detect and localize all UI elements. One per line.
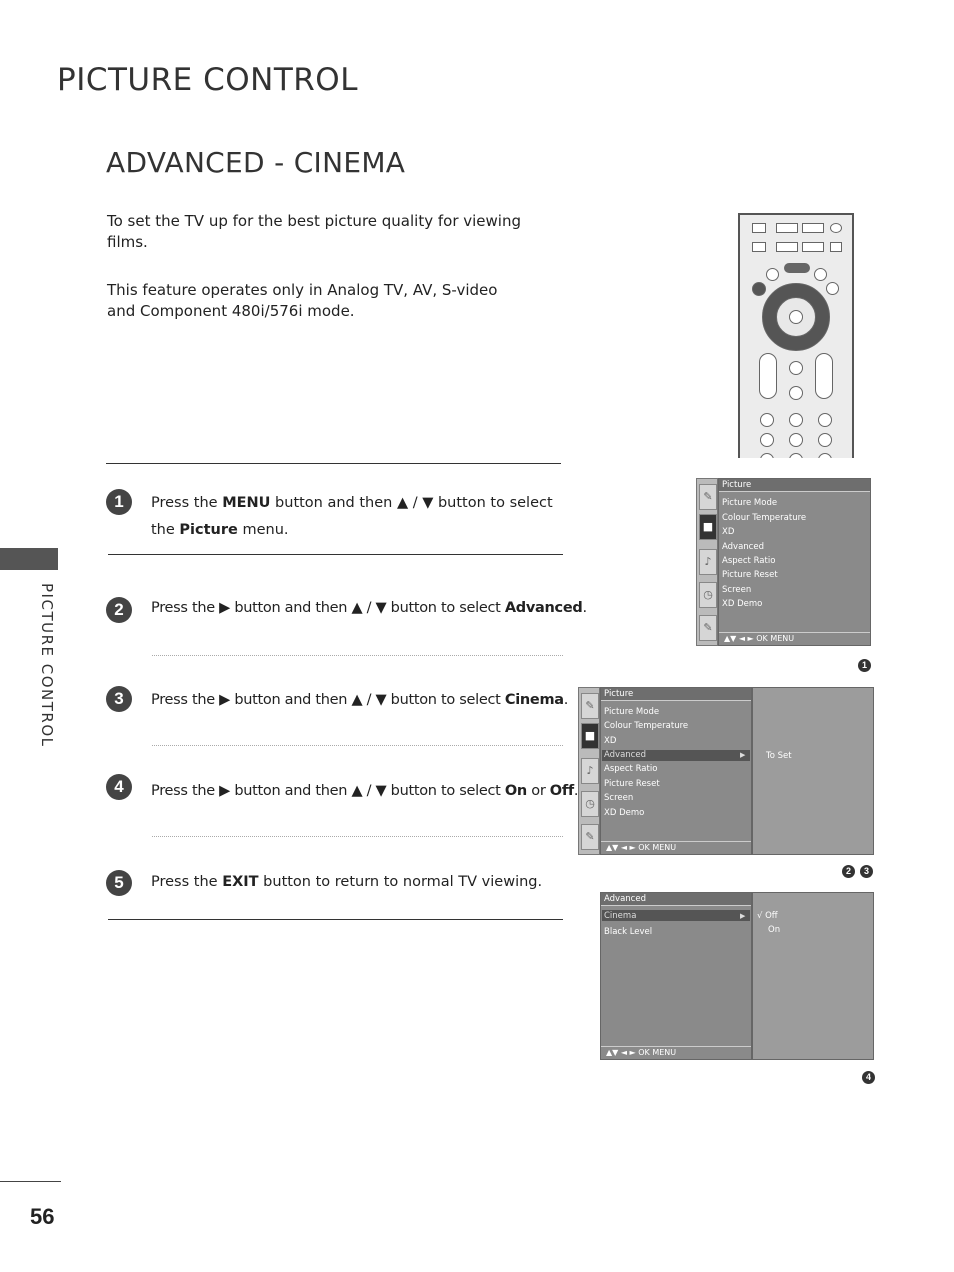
menu-item: Colour Temperature	[604, 721, 689, 731]
picture-icon: ■	[699, 514, 717, 540]
time-icon: ◷	[581, 791, 599, 817]
osd-menu-list	[718, 478, 871, 646]
time-icon: ◷	[699, 582, 717, 608]
steps-top-rule	[106, 463, 561, 464]
section-title: ADVANCED - CINEMA	[106, 146, 406, 179]
option-on: On	[768, 925, 781, 935]
osd-advanced-select	[578, 687, 874, 855]
page-title: PICTURE CONTROL	[57, 62, 358, 98]
osd-menu-list	[600, 687, 752, 855]
advanced-label: Advanced	[504, 600, 583, 616]
fast-forward-icon	[802, 242, 824, 252]
volume-rocker-icon	[759, 353, 777, 399]
osd-2-badge: 2	[842, 865, 855, 878]
osd-menu-header: Picture	[719, 479, 870, 492]
picture-icon: ■	[581, 723, 599, 749]
menu-item: XD	[722, 527, 735, 537]
osd-menu-footer: ▲▼ ◄ ► OK MENU	[719, 632, 870, 645]
menu-item: Screen	[722, 585, 752, 595]
audio-icon: ♪	[581, 758, 599, 784]
step-4-number: 4	[106, 774, 132, 800]
step-2-divider	[152, 655, 563, 656]
step-4-divider	[152, 836, 563, 837]
off-label: Off	[549, 783, 574, 799]
remote-button	[789, 361, 803, 375]
option-icon: ✎	[581, 824, 599, 850]
remote-button	[789, 310, 803, 324]
audio-icon: ♪	[699, 549, 717, 575]
skip-forward-icon	[830, 242, 842, 252]
remote-button	[760, 413, 774, 427]
menu-item: Aspect Ratio	[604, 764, 658, 774]
menu-item: Aspect Ratio	[722, 556, 776, 566]
osd-menu-header: Picture	[601, 688, 751, 701]
on-label: On	[504, 783, 527, 799]
menu-item: Colour Temperature	[722, 513, 807, 523]
remote-button	[826, 282, 839, 295]
option-icon: ✎	[699, 615, 717, 641]
setup-icon: ✎	[699, 484, 717, 510]
submenu-arrow-icon: ▶	[740, 751, 746, 759]
osd-menu-footer: ▲▼ ◄ ► OK MENU	[601, 841, 751, 854]
channel-rocker-icon	[815, 353, 833, 399]
osd-submenu-panel	[752, 687, 874, 855]
skip-back-icon	[752, 242, 766, 252]
osd-menu-list	[600, 892, 752, 1060]
pause-icon	[802, 223, 824, 233]
record-icon	[830, 223, 842, 233]
step-5-text: Press the EXIT button to return to normal TV viewing.	[151, 874, 543, 890]
intro-paragraph-2: This feature operates only in Analog TV, AV, S-video and Component 480i/576i mode.	[107, 281, 498, 320]
step-2-text: Press the ▶ button and then ▲ / ▼ button to select Advanced.	[151, 600, 587, 616]
menu-item: Picture Reset	[604, 779, 660, 789]
step-3-divider	[152, 745, 563, 746]
osd-menu-header: Advanced	[601, 893, 751, 906]
submenu-arrow-icon: ▶	[740, 912, 746, 920]
menu-item: Advanced	[722, 542, 764, 552]
intro-paragraph-1: To set the TV up for the best picture quality for viewing films.	[107, 212, 521, 251]
step-1-line-2: the Picture menu.	[151, 522, 289, 538]
exit-button-graphic	[752, 282, 766, 296]
step-3-text: Press the ▶ button and then ▲ / ▼ button to select Cinema.	[151, 692, 569, 708]
menu-item: XD Demo	[722, 599, 763, 609]
menu-item: Picture Mode	[604, 707, 660, 717]
menu-item: XD	[604, 736, 617, 746]
exit-key-label: EXIT	[222, 874, 259, 890]
step-1-rule	[108, 554, 563, 555]
submenu-hint: To Set	[766, 751, 792, 761]
osd-picture-menu	[696, 478, 871, 646]
osd-cinema-select	[600, 892, 874, 1060]
menu-item: Picture Mode	[722, 498, 778, 508]
remote-button	[818, 433, 832, 447]
steps-bottom-rule	[108, 919, 563, 920]
menu-item: Picture Reset	[722, 570, 778, 580]
remote-control-illustration	[738, 213, 854, 458]
step-2-number: 2	[106, 597, 132, 623]
option-off: √ Off	[757, 911, 778, 921]
menu-key-label: MENU	[222, 495, 271, 511]
osd-3-badge: 3	[860, 865, 873, 878]
remote-button	[818, 413, 832, 427]
step-4-text: Press the ▶ button and then ▲ / ▼ button to select On or Off.	[151, 783, 579, 799]
menu-item-selected: Advanced	[604, 750, 646, 760]
remote-button	[760, 433, 774, 447]
menu-item-selected: Cinema	[604, 911, 637, 921]
page-number-rule	[0, 1181, 61, 1182]
step-3-number: 3	[106, 686, 132, 712]
setup-icon: ✎	[581, 693, 599, 719]
picture-menu-label: Picture	[179, 522, 238, 538]
step-1-number: 1	[106, 489, 132, 515]
remote-button	[789, 433, 803, 447]
osd-icon-column	[578, 687, 600, 855]
menu-button-graphic	[784, 263, 810, 273]
page-number: 56	[30, 1204, 55, 1229]
osd-options-panel	[752, 892, 874, 1060]
mute-icon	[789, 386, 803, 400]
osd-1-badge: 1	[858, 659, 871, 672]
osd-menu-footer: ▲▼ ◄ ► OK MENU	[601, 1046, 751, 1059]
remote-button	[789, 413, 803, 427]
stop-icon	[752, 223, 766, 233]
remote-button	[760, 453, 774, 458]
remote-button	[766, 268, 779, 281]
step-5-number: 5	[106, 870, 132, 896]
menu-item: Black Level	[604, 927, 653, 937]
side-tab-marker	[0, 548, 58, 570]
play-icon	[776, 223, 798, 233]
rewind-icon	[776, 242, 798, 252]
side-section-label: PICTURE CONTROL	[38, 583, 56, 748]
menu-item: Screen	[604, 793, 634, 803]
cinema-label: Cinema	[504, 692, 564, 708]
menu-item: XD Demo	[604, 808, 645, 818]
step-1-line-1: Press the MENU button and then ▲ / ▼ button to select	[151, 495, 553, 511]
remote-button	[789, 453, 803, 458]
remote-button	[814, 268, 827, 281]
osd-icon-column	[696, 478, 718, 646]
remote-button	[818, 453, 832, 458]
osd-4-badge: 4	[862, 1071, 875, 1084]
